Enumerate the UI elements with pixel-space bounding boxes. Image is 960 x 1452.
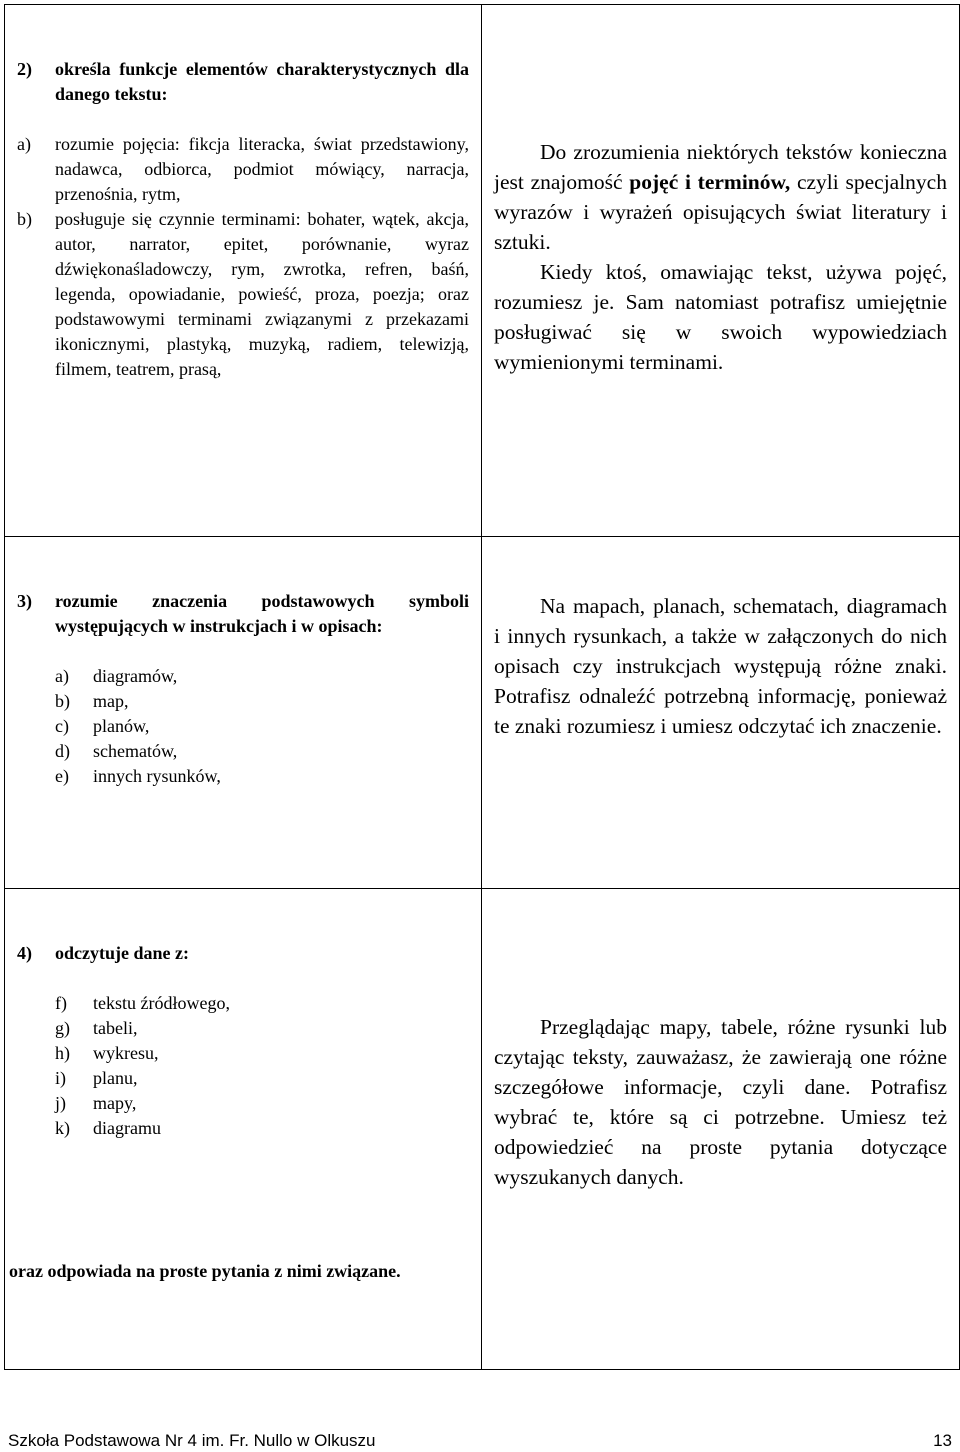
item-label: j) xyxy=(55,1093,66,1113)
item-label: b) xyxy=(17,209,32,229)
item-label: k) xyxy=(55,1118,70,1138)
item-text: wykresu, xyxy=(93,1043,159,1063)
left-cell xyxy=(5,5,482,537)
section-title: rozumie znaczenia podstawowych symboli występujących w instrukcjach i w opisach: xyxy=(55,591,469,636)
explanation-paragraph: Przeglądając mapy, tabele, różne rysunki lub czytając teksty, zauważasz, że zawierają one różne szczegółowe informacje, czyli dane. Potrafisz wybrać te, które są ci potrzebne. Umiesz też odpowiedzieć na proste pytania dotyczące wyszukanych danych. xyxy=(494,1015,947,1189)
list-item xyxy=(55,739,469,764)
section-title: odczytuje dane z: xyxy=(55,943,189,963)
page-number: 13 xyxy=(933,1431,952,1450)
item-text: tekstu źródłowego, xyxy=(93,993,230,1013)
explanation-paragraph xyxy=(494,137,947,257)
item-label: c) xyxy=(55,716,69,736)
list-item xyxy=(55,689,469,714)
bold-terms: pojęć i terminów, xyxy=(629,170,791,194)
list-item xyxy=(55,764,469,789)
item-text: map, xyxy=(93,691,129,711)
item-text: innych rysunków, xyxy=(93,766,221,786)
left-cell xyxy=(5,889,482,1370)
item-text: mapy, xyxy=(93,1093,137,1113)
list-item xyxy=(55,1041,469,1066)
section-heading xyxy=(17,589,469,639)
item-label: d) xyxy=(55,741,70,761)
item-label: e) xyxy=(55,766,69,786)
list-item xyxy=(55,1116,469,1141)
right-cell xyxy=(482,537,960,889)
requirements-table xyxy=(4,4,960,1370)
item-label: a) xyxy=(17,134,31,154)
explanation-paragraph: Na mapach, planach, schematach, diagramach i innych rysunkach, a także w załączonych do nich opisach czy instrukcjach występują różne znaki. Potrafisz odnaleźć potrzebną informację, ponieważ te znaki rozumiesz i umiesz odczytać ich znaczenie. xyxy=(494,594,947,738)
item-text: schematów, xyxy=(93,741,178,761)
section-title: określa funkcje elementów charakterystycznych dla danego tekstu: xyxy=(55,59,469,104)
item-label: g) xyxy=(55,1018,70,1038)
section-heading xyxy=(17,57,469,107)
section-number: 2) xyxy=(17,59,32,79)
left-cell xyxy=(5,537,482,889)
list-item xyxy=(55,1091,469,1116)
item-text: planu, xyxy=(93,1068,138,1088)
item-text: diagramów, xyxy=(93,666,178,686)
section-number: 3) xyxy=(17,591,32,611)
item-text: diagramu xyxy=(93,1118,161,1138)
item-label: b) xyxy=(55,691,70,711)
right-cell xyxy=(482,889,960,1370)
item-text: tabeli, xyxy=(93,1018,138,1038)
list-item xyxy=(17,132,469,207)
list-item xyxy=(55,1016,469,1041)
item-text: posługuje się czynnie terminami: bohater, wątek, akcja, autor, narrator, epitet, porównanie, wyraz dźwiękonaśladowczy, rym, zwrotka, refren, baśń, legenda, opowiadanie, powieść, proza, poezja; oraz podstawowymi terminami związanymi z przekazami ikonicznymi, plastyką, muzyką, radiem, telewizją, filmem, teatrem, prasą, xyxy=(55,209,469,379)
explanation-paragraph: Kiedy ktoś, omawiając tekst, używa pojęć, rozumiesz je. Sam natomiast potrafisz umiejętnie posługiwać się w swoich wypowiedziach wymienionymi terminami. xyxy=(494,260,947,374)
paragraph-text: Do zrozumienia niektórych tekstów konieczna jest znajomość xyxy=(494,140,947,194)
footer-school-name: Szkoła Podstawowa Nr 4 im. Fr. Nullo w Olkuszu xyxy=(8,1431,376,1450)
item-text: planów, xyxy=(93,716,150,736)
paragraph-text: czyli specjalnych wyrazów i wyrażeń opisujących świat literatury i sztuki. xyxy=(494,170,947,254)
item-list xyxy=(17,991,469,1141)
item-label: a) xyxy=(55,666,69,686)
item-text: rozumie pojęcia: fikcja literacka, świat przedstawiony, nadawca, odbiorca, podmiot mówiący, narracja, przenośnia, rytm, xyxy=(55,134,469,204)
list-item xyxy=(55,714,469,739)
table-row xyxy=(5,5,960,537)
item-label: h) xyxy=(55,1043,70,1063)
closing-statement: oraz odpowiada na proste pytania z nimi związane. xyxy=(9,1261,401,1281)
section-heading xyxy=(17,941,469,966)
item-label: i) xyxy=(55,1068,66,1088)
list-item xyxy=(55,1066,469,1091)
item-list xyxy=(17,132,469,382)
item-label: f) xyxy=(55,993,67,1013)
list-item xyxy=(55,664,469,689)
table-row xyxy=(5,537,960,889)
right-cell xyxy=(482,5,960,537)
list-item xyxy=(55,991,469,1016)
table-row xyxy=(5,889,960,1370)
item-list xyxy=(17,664,469,789)
list-item xyxy=(17,207,469,382)
section-number: 4) xyxy=(17,943,32,963)
